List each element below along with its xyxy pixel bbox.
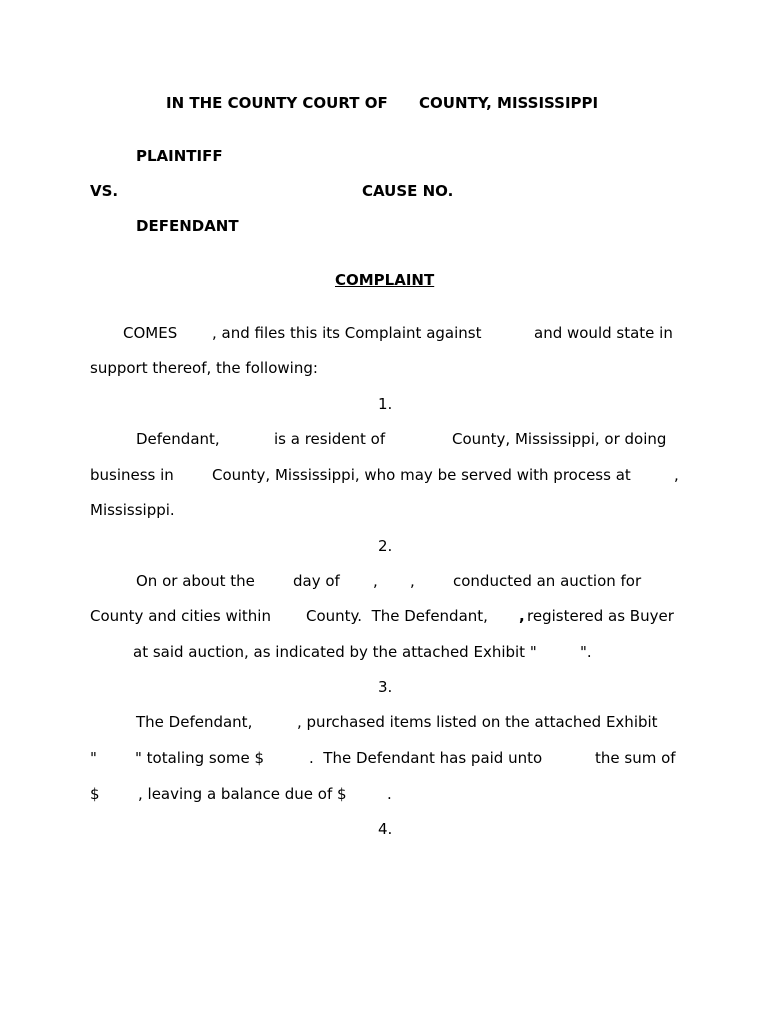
para1-mississippi: Mississippi. — [90, 501, 175, 519]
para1-number: 1. — [378, 395, 393, 413]
para2-exhibit: at said auction, as indicated by the attached Exhibit " — [133, 643, 537, 661]
para3-paid: . The Defendant has paid unto — [309, 749, 543, 767]
para1-defendant: Defendant, — [136, 430, 220, 448]
court-heading-right: COUNTY, MISSISSIPPI — [419, 94, 599, 112]
para2-county-cities: County and cities within — [90, 607, 271, 625]
court-heading-left: IN THE COUNTY COURT OF — [166, 94, 388, 112]
intro-comes: COMES — [123, 324, 178, 342]
para2-on-about: On or about the — [136, 572, 255, 590]
para2-day-of: day of — [293, 572, 340, 590]
intro-files: , and files this its Complaint against — [212, 324, 482, 342]
para3-quote-open: " — [90, 749, 97, 767]
para1-business: business in — [90, 466, 174, 484]
plaintiff-label: PLAINTIFF — [136, 147, 223, 165]
intro-support: support thereof, the following: — [90, 359, 318, 377]
para2-registered: registered as Buyer — [527, 607, 674, 625]
para3-balance: , leaving a balance due of $ — [138, 785, 347, 803]
para3-defendant: The Defendant, — [136, 713, 253, 731]
para1-resident: is a resident of — [274, 430, 386, 448]
para2-exhibit-close: ". — [580, 643, 592, 661]
para2-comma-3: , — [519, 607, 525, 625]
vs-label: VS. — [90, 182, 119, 200]
para2-number: 2. — [378, 537, 393, 555]
para3-purchased: , purchased items listed on the attached Exhibit — [297, 713, 658, 731]
para2-comma-2: , — [410, 572, 415, 590]
para2-auction: conducted an auction for — [453, 572, 642, 590]
para1-comma: , — [674, 466, 679, 484]
para3-dollar: $ — [90, 785, 100, 803]
document-title: COMPLAINT — [335, 271, 435, 289]
para2-defendant: County. The Defendant, — [306, 607, 488, 625]
para2-comma-1: , — [373, 572, 378, 590]
intro-state: and would state in — [534, 324, 673, 342]
para3-totaling: " totaling some $ — [135, 749, 265, 767]
para1-served: County, Mississippi, who may be served with process at — [212, 466, 631, 484]
para4-number: 4. — [378, 820, 393, 838]
para3-sum-of: the sum of — [595, 749, 676, 767]
para3-number: 3. — [378, 678, 393, 696]
cause-no-label: CAUSE NO. — [362, 182, 454, 200]
para3-period: . — [387, 785, 392, 803]
para1-county: County, Mississippi, or doing — [452, 430, 667, 448]
defendant-label: DEFENDANT — [136, 217, 239, 235]
